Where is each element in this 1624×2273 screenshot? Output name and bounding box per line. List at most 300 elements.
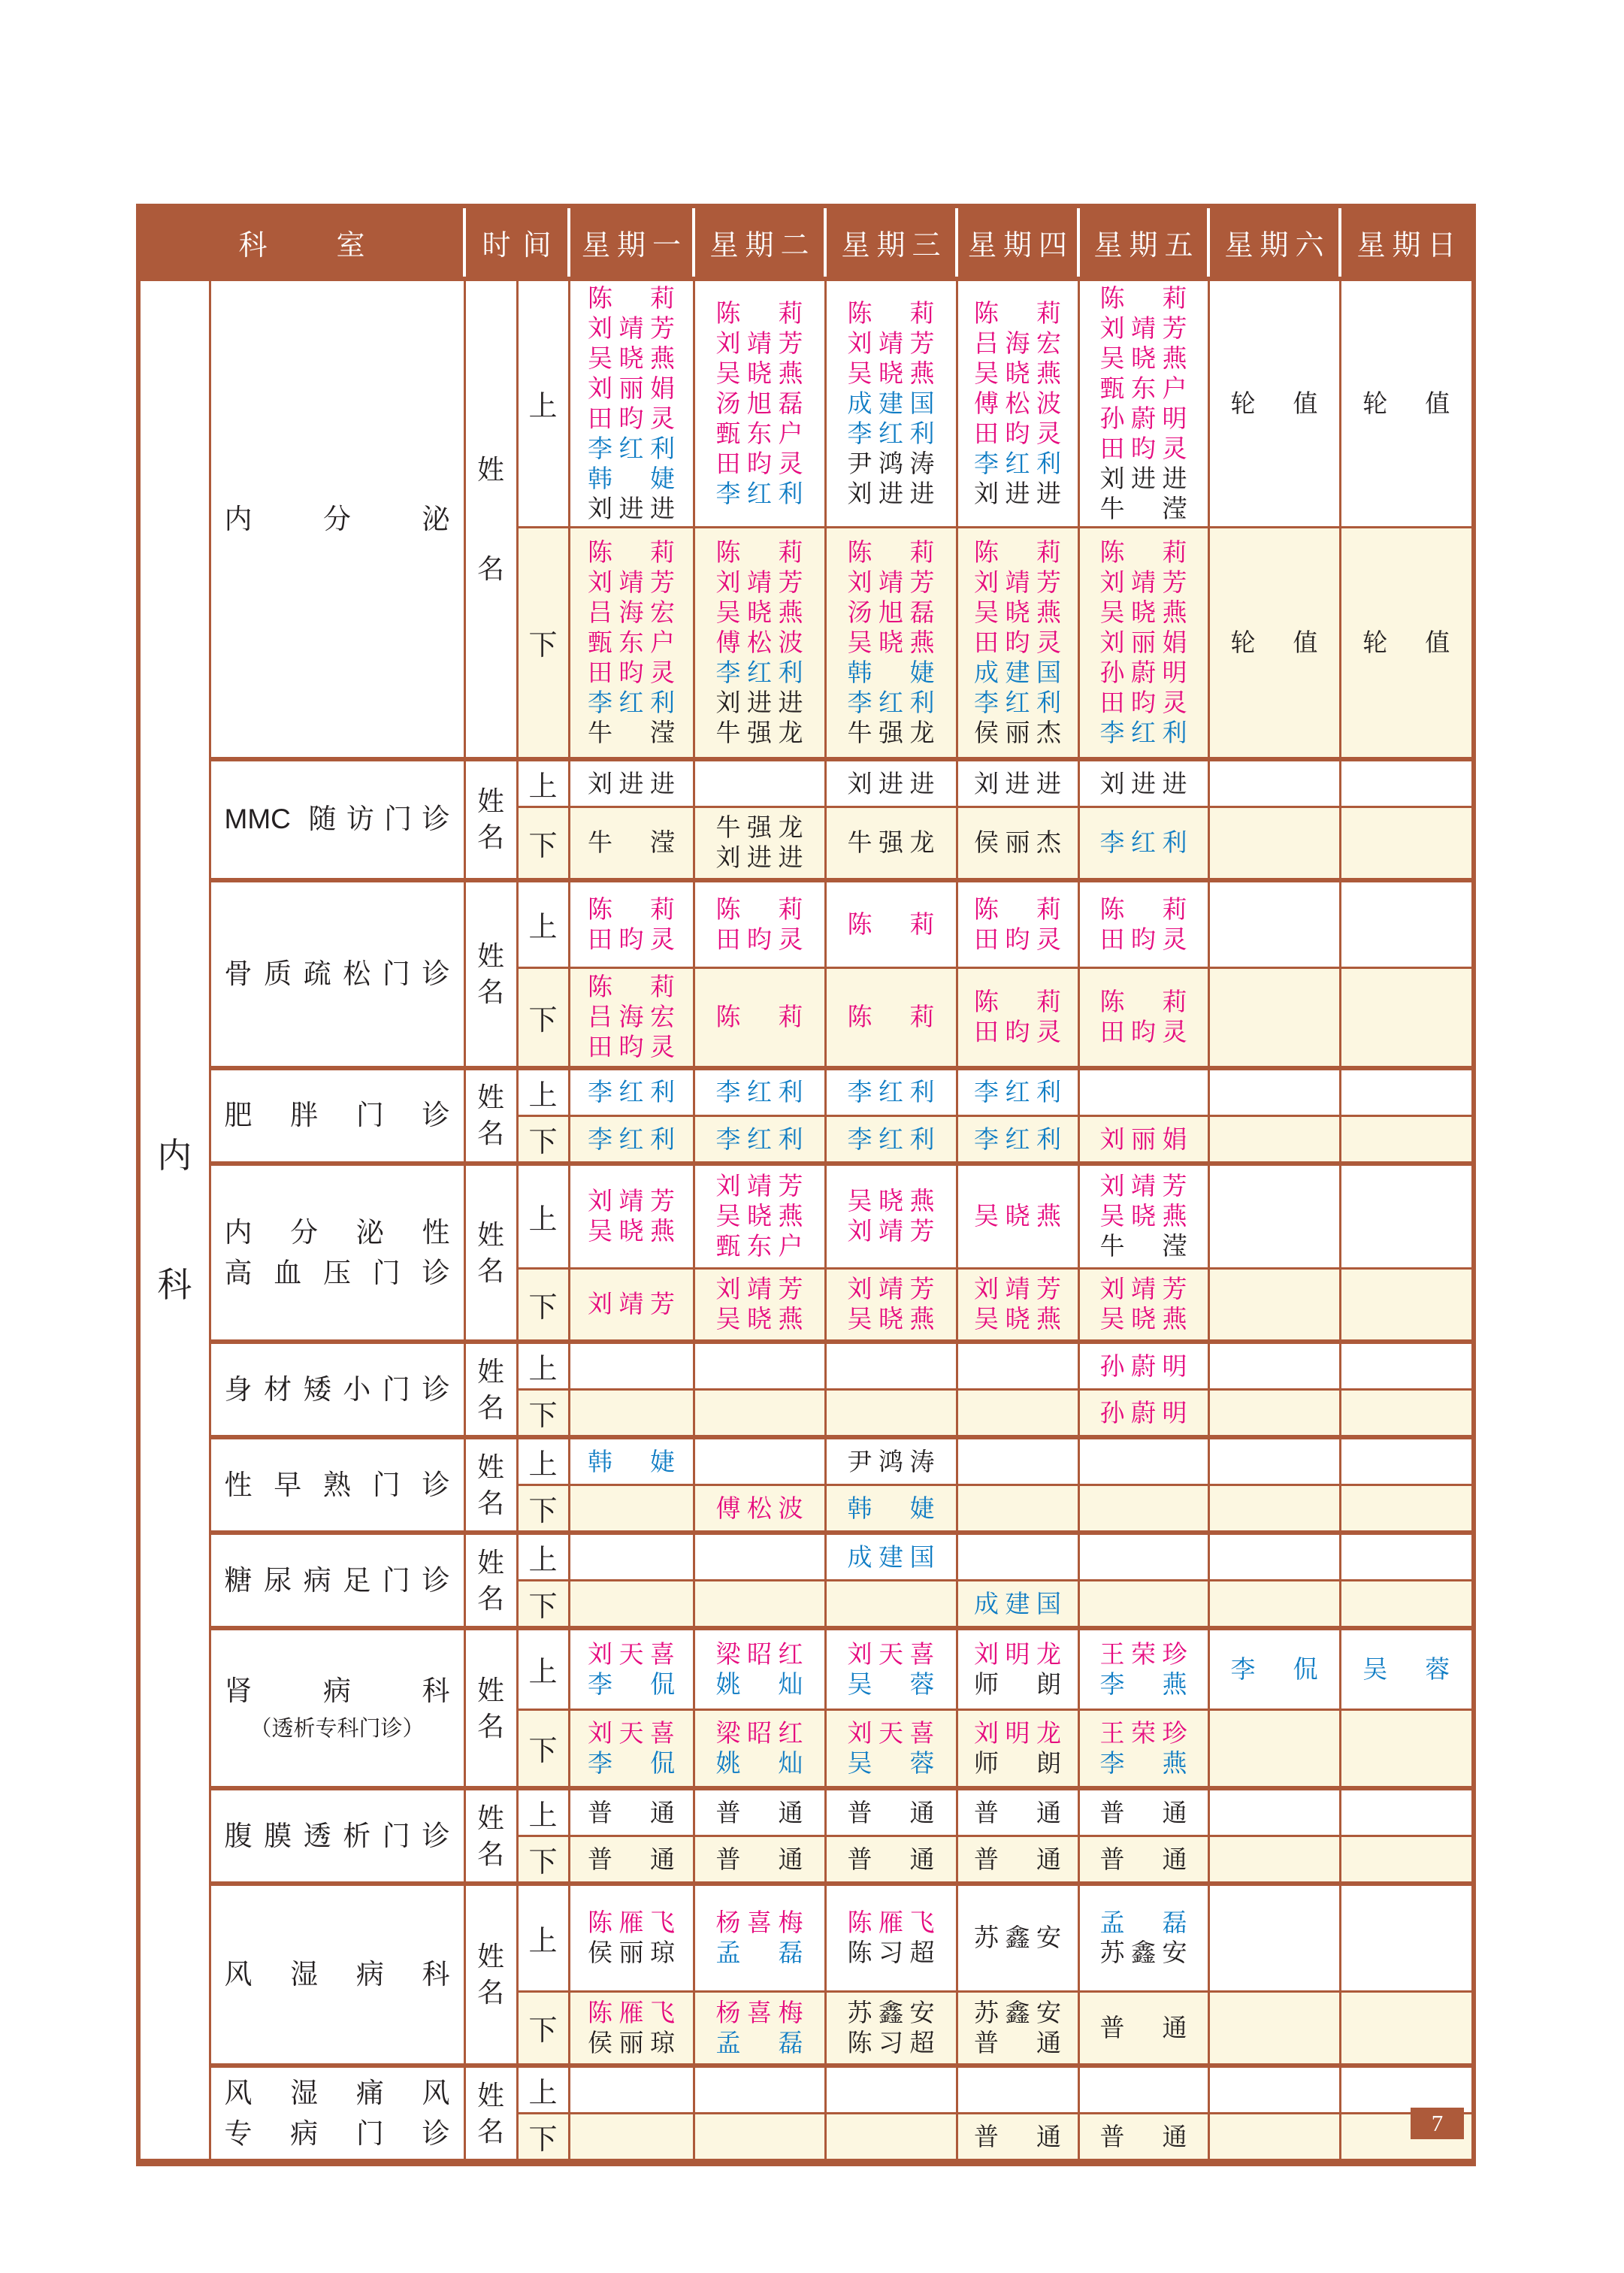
schedule-cell-day-2 <box>694 880 825 968</box>
name-label-text: 姓名 <box>477 1546 505 1614</box>
schedule-cell-day-4 <box>957 880 1078 968</box>
schedule-cell-day-7 <box>1340 2066 1474 2114</box>
doctor-name: 普通 <box>847 1798 935 1827</box>
doctor-name: 刘进进 <box>715 843 803 872</box>
department-name-cell <box>210 279 464 759</box>
doctor-name: 刘明龙 <box>974 1718 1062 1747</box>
doctor-name: 普通 <box>1099 1845 1187 1873</box>
schedule-cell-day-7 <box>1340 527 1474 759</box>
schedule-cell-day-7 <box>1340 1268 1474 1342</box>
name-label-text: 姓名 <box>477 2079 505 2147</box>
schedule-cell-day-2 <box>694 1836 825 1884</box>
doctor-name: 刘进进 <box>974 479 1062 507</box>
schedule-cell-day-2 <box>694 1437 825 1485</box>
department-name: 糖尿病足门诊 <box>224 1564 450 1596</box>
doctor-name: 刘天喜 <box>588 1718 676 1747</box>
schedule-cell-day-3 <box>825 1836 957 1884</box>
doctor-name: 刘进进 <box>1099 464 1187 492</box>
schedule-cell-day-7 <box>1340 1164 1474 1268</box>
name-label-text: 姓名 <box>477 1941 505 2008</box>
doctor-name: 普通 <box>974 1845 1062 1873</box>
schedule-cell-day-3 <box>825 1068 957 1116</box>
schedule-cell-day-3 <box>825 759 957 807</box>
time-of-day-pm: 下 <box>517 807 569 880</box>
doctor-name: 苏鑫安 <box>847 1998 935 2026</box>
doctor-name: 孙蔚明 <box>1099 1351 1187 1380</box>
doctor-name: 吴晓燕 <box>847 359 935 387</box>
doctor-name: 吕海宏 <box>588 598 676 626</box>
doctor-name: 成建国 <box>974 1589 1062 1618</box>
schedule-cell-day-2 <box>694 1342 825 1390</box>
doctor-name: 李侃 <box>588 1669 676 1698</box>
doctor-name: 田昀灵 <box>974 419 1062 447</box>
schedule-cell-day-1 <box>569 1628 694 1709</box>
doctor-name: 田昀灵 <box>715 449 803 477</box>
doctor-name: 陈莉 <box>974 537 1062 566</box>
name-column-label <box>464 1164 517 1342</box>
schedule-cell-day-6 <box>1208 1116 1340 1164</box>
time-of-day-am: 上 <box>517 1628 569 1709</box>
doctor-name: 李侃 <box>588 1748 676 1777</box>
doctor-name: 成建国 <box>974 658 1062 686</box>
schedule-cell-day-4 <box>957 1991 1078 2066</box>
doctor-name: 轮值 <box>1230 389 1318 417</box>
department-name-cell <box>210 880 464 1068</box>
doctor-name: 李红利 <box>974 1124 1062 1153</box>
doctor-name: 吴晓燕 <box>974 1305 1062 1333</box>
name-label-text: 姓名 <box>477 1218 505 1286</box>
doctor-name: 王荣珍 <box>1099 1718 1187 1747</box>
page-number: 7 <box>1431 2110 1444 2136</box>
schedule-cell-day-6 <box>1208 1836 1340 1884</box>
schedule-cell-day-5 <box>1078 1342 1208 1390</box>
schedule-cell-day-4 <box>957 1788 1078 1836</box>
doctor-name: 普通 <box>715 1798 803 1827</box>
department-name-cell <box>210 759 464 880</box>
doctor-name: 刘丽娟 <box>1099 1124 1187 1153</box>
schedule-cell-day-7 <box>1340 880 1474 968</box>
section-am-row <box>138 279 1474 527</box>
schedule-cell-day-7 <box>1340 759 1474 807</box>
doctor-name: 田昀灵 <box>588 925 676 953</box>
schedule-cell-day-5 <box>1078 1709 1208 1788</box>
time-of-day-am: 上 <box>517 1533 569 1581</box>
schedule-cell-day-2 <box>694 1709 825 1788</box>
schedule-cell-day-6 <box>1208 2066 1340 2114</box>
department-name: 身材矮小门诊 <box>224 1373 450 1405</box>
doctor-name: 吴晓燕 <box>974 598 1062 626</box>
doctor-name: 刘靖芳 <box>974 1275 1062 1303</box>
doctor-name: 刘进进 <box>588 769 676 798</box>
doctor-name: 刘靖芳 <box>847 328 935 357</box>
schedule-cell-day-3 <box>825 1628 957 1709</box>
doctor-name: 轮值 <box>1230 628 1318 656</box>
doctor-name: 刘靖芳 <box>588 1187 676 1215</box>
schedule-cell-day-4 <box>957 1437 1078 1485</box>
time-of-day-pm: 下 <box>517 968 569 1068</box>
doctor-name: 刘进进 <box>588 494 676 522</box>
schedule-cell-day-6 <box>1208 1437 1340 1485</box>
time-of-day-pm: 下 <box>517 2114 569 2163</box>
doctor-name: 牛滢 <box>1099 1232 1187 1261</box>
schedule-cell-day-4 <box>957 1485 1078 1533</box>
schedule-cell-day-1 <box>569 1788 694 1836</box>
doctor-name: 李红利 <box>715 658 803 686</box>
schedule-cell-day-7 <box>1340 279 1474 527</box>
time-of-day-am: 上 <box>517 279 569 527</box>
schedule-cell-day-7 <box>1340 968 1474 1068</box>
section-am-row <box>138 1437 1474 1485</box>
doctor-name: 王荣珍 <box>1099 1639 1187 1668</box>
doctor-name: 普通 <box>588 1845 676 1873</box>
name-column-label <box>464 759 517 880</box>
schedule-cell-day-7 <box>1340 1116 1474 1164</box>
doctor-name: 田昀灵 <box>974 628 1062 656</box>
doctor-name: 侯丽琼 <box>588 1939 676 1967</box>
doctor-name: 吴晓燕 <box>1099 598 1187 626</box>
time-of-day-pm: 下 <box>517 1268 569 1342</box>
schedule-cell-day-3 <box>825 807 957 880</box>
doctor-name: 陈莉 <box>1099 283 1187 312</box>
doctor-name: 傅松波 <box>715 628 803 656</box>
doctor-name: 吴晓燕 <box>847 1305 935 1333</box>
category-label-text: 内科 <box>157 1136 192 1304</box>
schedule-cell-day-4 <box>957 1068 1078 1116</box>
doctor-name: 侯丽杰 <box>974 718 1062 746</box>
schedule-cell-day-4 <box>957 807 1078 880</box>
doctor-name: 甄东户 <box>1099 374 1187 402</box>
doctor-name: 牛滢 <box>1099 494 1187 522</box>
schedule-cell-day-6 <box>1208 880 1340 968</box>
schedule-cell-day-5 <box>1078 759 1208 807</box>
doctor-name: 陈莉 <box>974 988 1062 1016</box>
schedule-cell-day-2 <box>694 279 825 527</box>
doctor-name: 吴晓燕 <box>847 1187 935 1215</box>
department-name: 专病门诊 <box>224 2117 450 2149</box>
department-name-cell <box>210 1533 464 1628</box>
schedule-cell-day-4 <box>957 1628 1078 1709</box>
header-time: 时间 <box>464 206 569 279</box>
schedule-cell-day-2 <box>694 1788 825 1836</box>
schedule-cell-day-1 <box>569 2066 694 2114</box>
doctor-name: 师朗 <box>974 1669 1062 1698</box>
doctor-name: 孟磊 <box>1099 1908 1187 1937</box>
schedule-cell-day-2 <box>694 1116 825 1164</box>
schedule-cell-day-2 <box>694 1068 825 1116</box>
doctor-name: 刘天喜 <box>588 1639 676 1668</box>
schedule-cell-day-3 <box>825 1268 957 1342</box>
schedule-cell-day-1 <box>569 968 694 1068</box>
name-label-text: 姓名 <box>477 1674 505 1742</box>
schedule-cell-day-1 <box>569 1068 694 1116</box>
schedule-cell-day-5 <box>1078 1581 1208 1629</box>
doctor-name: 田昀灵 <box>974 1018 1062 1046</box>
doctor-name: 刘靖芳 <box>847 1217 935 1245</box>
doctor-name: 刘靖芳 <box>1099 313 1187 342</box>
doctor-name: 吴晓燕 <box>715 598 803 626</box>
schedule-cell-day-5 <box>1078 1991 1208 2066</box>
department-name: MMC 随访门诊 <box>224 804 450 835</box>
time-of-day-pm: 下 <box>517 1116 569 1164</box>
doctor-name: 李燕 <box>1099 1748 1187 1777</box>
schedule-cell-day-5 <box>1078 279 1208 527</box>
name-column-label <box>464 1068 517 1164</box>
schedule-cell-day-5 <box>1078 1116 1208 1164</box>
doctor-name: 普通 <box>588 1798 676 1827</box>
doctor-name: 普通 <box>1099 2013 1187 2041</box>
doctor-name: 韩婕 <box>847 1494 935 1522</box>
doctor-name: 刘靖芳 <box>847 567 935 596</box>
schedule-cell-day-1 <box>569 880 694 968</box>
schedule-cell-day-1 <box>569 1268 694 1342</box>
time-of-day-pm: 下 <box>517 1485 569 1533</box>
schedule-cell-day-4 <box>957 1709 1078 1788</box>
schedule-cell-day-2 <box>694 968 825 1068</box>
name-column-label <box>464 1342 517 1437</box>
department-name: 风湿痛风 <box>224 2077 450 2108</box>
schedule-cell-day-6 <box>1208 1390 1340 1438</box>
schedule-cell-day-1 <box>569 1390 694 1438</box>
doctor-name: 陈莉 <box>1099 537 1187 566</box>
doctor-name: 吴蓉 <box>847 1748 935 1777</box>
doctor-name: 刘靖芳 <box>1099 1172 1187 1200</box>
schedule-cell-day-4 <box>957 1390 1078 1438</box>
doctor-name: 陈莉 <box>974 298 1062 327</box>
doctor-name: 普通 <box>974 2122 1062 2150</box>
section-am-row <box>138 1788 1474 1836</box>
doctor-name: 李红利 <box>715 1078 803 1106</box>
category-label-internal-medicine <box>138 279 210 2163</box>
department-name: 内分泌 <box>224 503 450 534</box>
schedule-cell-day-4 <box>957 968 1078 1068</box>
doctor-name: 刘靖芳 <box>588 313 676 342</box>
name-label-text: 姓名 <box>477 785 505 853</box>
department-name: （透析专科门诊） <box>249 1716 425 1741</box>
doctor-name: 汤旭磊 <box>847 598 935 626</box>
schedule-cell-day-5 <box>1078 807 1208 880</box>
doctor-name: 刘进进 <box>847 769 935 798</box>
department-name-cell <box>210 1628 464 1788</box>
time-of-day-am: 上 <box>517 1437 569 1485</box>
schedule-cell-day-4 <box>957 1268 1078 1342</box>
schedule-cell-day-5 <box>1078 880 1208 968</box>
time-of-day-am: 上 <box>517 1884 569 1991</box>
header-department: 科室 <box>138 206 464 279</box>
doctor-name: 师朗 <box>974 1748 1062 1777</box>
doctor-name: 陈莉 <box>974 894 1062 923</box>
header-saturday: 星期六 <box>1208 206 1340 279</box>
schedule-cell-day-5 <box>1078 527 1208 759</box>
schedule-cell-day-2 <box>694 1164 825 1268</box>
doctor-name: 吴蓉 <box>1362 1654 1450 1683</box>
schedule-cell-day-6 <box>1208 1884 1340 1991</box>
section-am-row <box>138 1068 1474 1116</box>
doctor-name: 吴晓燕 <box>588 344 676 372</box>
schedule-cell-day-4 <box>957 527 1078 759</box>
name-label-text: 姓名 <box>477 1802 505 1869</box>
department-name-cell <box>210 2066 464 2163</box>
doctor-name: 吴晓燕 <box>715 359 803 387</box>
doctor-name: 吴蓉 <box>847 1669 935 1698</box>
schedule-cell-day-2 <box>694 1390 825 1438</box>
department-name-cell <box>210 1342 464 1437</box>
schedule-cell-day-3 <box>825 279 957 527</box>
doctor-name: 刘靖芳 <box>715 567 803 596</box>
doctor-name: 普通 <box>1099 2122 1187 2150</box>
header-thursday: 星期四 <box>957 206 1078 279</box>
doctor-name: 李红利 <box>974 688 1062 716</box>
section-am-row <box>138 759 1474 807</box>
schedule-cell-day-6 <box>1208 1068 1340 1116</box>
schedule-cell-day-3 <box>825 1709 957 1788</box>
doctor-name: 吴晓燕 <box>715 1202 803 1230</box>
doctor-name: 李红利 <box>1099 718 1187 746</box>
schedule-cell-day-2 <box>694 807 825 880</box>
header-monday: 星期一 <box>569 206 694 279</box>
schedule-cell-day-1 <box>569 807 694 880</box>
schedule-cell-day-6 <box>1208 1788 1340 1836</box>
schedule-cell-day-5 <box>1078 968 1208 1068</box>
department-name: 高血压门诊 <box>224 1257 450 1288</box>
page-number-badge <box>1411 2108 1464 2139</box>
doctor-name: 吕海宏 <box>974 328 1062 357</box>
schedule-cell-day-6 <box>1208 807 1340 880</box>
name-column-label <box>464 1628 517 1788</box>
doctor-name: 孙蔚明 <box>1099 658 1187 686</box>
department-name-cell <box>210 1164 464 1342</box>
doctor-name: 陈莉 <box>588 283 676 312</box>
schedule-cell-day-6 <box>1208 1268 1340 1342</box>
doctor-name: 陈习超 <box>847 1939 935 1967</box>
schedule-cell-day-3 <box>825 1164 957 1268</box>
time-of-day-pm: 下 <box>517 1709 569 1788</box>
schedule-cell-day-1 <box>569 1709 694 1788</box>
doctor-name: 牛滢 <box>588 718 676 746</box>
doctor-name: 刘靖芳 <box>847 1275 935 1303</box>
doctor-name: 吴晓燕 <box>1099 344 1187 372</box>
schedule-cell-day-3 <box>825 1342 957 1390</box>
doctor-name: 苏鑫安 <box>974 1998 1062 2026</box>
doctor-name: 成建国 <box>847 389 935 417</box>
header-row <box>138 206 1474 279</box>
doctor-name: 刘靖芳 <box>715 1172 803 1200</box>
schedule-cell-day-4 <box>957 1836 1078 1884</box>
doctor-name: 甄东户 <box>715 419 803 447</box>
doctor-name: 牛强龙 <box>715 813 803 842</box>
doctor-name: 牛强龙 <box>847 718 935 746</box>
doctor-name: 李燕 <box>1099 1669 1187 1698</box>
schedule-cell-day-6 <box>1208 279 1340 527</box>
doctor-name: 刘明龙 <box>974 1639 1062 1668</box>
time-of-day-pm: 下 <box>517 1991 569 2066</box>
schedule-cell-day-1 <box>569 527 694 759</box>
schedule-cell-day-7 <box>1340 807 1474 880</box>
time-of-day-am: 上 <box>517 1164 569 1268</box>
name-column-label <box>464 2066 517 2163</box>
doctor-name: 田昀灵 <box>1099 434 1187 462</box>
schedule-cell-day-6 <box>1208 1991 1340 2066</box>
schedule-cell-day-3 <box>825 1116 957 1164</box>
schedule-cell-day-5 <box>1078 1164 1208 1268</box>
schedule-cell-day-4 <box>957 1533 1078 1581</box>
doctor-name: 苏鑫安 <box>1099 1939 1187 1967</box>
doctor-name: 陈莉 <box>715 1003 803 1031</box>
doctor-name: 田昀灵 <box>588 404 676 432</box>
schedule-cell-day-6 <box>1208 759 1340 807</box>
doctor-name: 李红利 <box>847 1078 935 1106</box>
doctor-name: 吴晓燕 <box>1099 1202 1187 1230</box>
schedule-cell-day-7 <box>1340 1533 1474 1581</box>
section-am-row <box>138 1164 1474 1268</box>
time-of-day-am: 上 <box>517 1788 569 1836</box>
doctor-name: 李红利 <box>974 1078 1062 1106</box>
time-of-day-am: 上 <box>517 880 569 968</box>
schedule-cell-day-6 <box>1208 1164 1340 1268</box>
schedule-cell-day-7 <box>1340 1709 1474 1788</box>
doctor-name: 轮值 <box>1362 628 1450 656</box>
doctor-name: 刘天喜 <box>847 1718 935 1747</box>
schedule-cell-day-6 <box>1208 527 1340 759</box>
department-name-cell <box>210 1884 464 2066</box>
schedule-cell-day-6 <box>1208 968 1340 1068</box>
time-of-day-am: 上 <box>517 2066 569 2114</box>
schedule-cell-day-6 <box>1208 1581 1340 1629</box>
schedule-cell-day-3 <box>825 2066 957 2114</box>
schedule-cell-day-3 <box>825 1884 957 1991</box>
schedule-cell-day-3 <box>825 1581 957 1629</box>
time-of-day-pm: 下 <box>517 1390 569 1438</box>
doctor-name: 刘进进 <box>847 479 935 507</box>
doctor-name: 刘靖芳 <box>588 1290 676 1318</box>
schedule-cell-day-7 <box>1340 1581 1474 1629</box>
schedule-cell-day-2 <box>694 1581 825 1629</box>
schedule-cell-day-3 <box>825 1390 957 1438</box>
schedule-cell-day-1 <box>569 1116 694 1164</box>
doctor-name: 傅松波 <box>974 389 1062 417</box>
schedule-cell-day-3 <box>825 1485 957 1533</box>
section-am-row <box>138 880 1474 968</box>
schedule-cell-day-4 <box>957 1581 1078 1629</box>
doctor-name: 吴晓燕 <box>1099 1305 1187 1333</box>
name-label-text: 姓名 <box>477 1355 505 1423</box>
time-of-day-am: 上 <box>517 1342 569 1390</box>
doctor-name: 田昀灵 <box>1099 1018 1187 1046</box>
doctor-name: 杨喜梅 <box>715 1998 803 2026</box>
doctor-name: 李红利 <box>588 688 676 716</box>
doctor-name: 成建国 <box>847 1542 935 1571</box>
schedule-cell-day-2 <box>694 1485 825 1533</box>
section-am-row <box>138 1628 1474 1709</box>
doctor-name: 陈莉 <box>847 537 935 566</box>
schedule-cell-day-2 <box>694 759 825 807</box>
schedule-cell-day-7 <box>1340 1390 1474 1438</box>
doctor-name: 牛强龙 <box>847 828 935 857</box>
name-label-text: 姓名 <box>477 940 505 1007</box>
doctor-name: 汤旭磊 <box>715 389 803 417</box>
schedule-cell-day-1 <box>569 1342 694 1390</box>
department-name-cell <box>210 1437 464 1533</box>
doctor-name: 田昀灵 <box>1099 688 1187 716</box>
time-of-day-pm: 下 <box>517 527 569 759</box>
schedule-cell-day-2 <box>694 1533 825 1581</box>
doctor-name: 李红利 <box>588 434 676 462</box>
schedule-cell-day-7 <box>1340 1991 1474 2066</box>
schedule-cell-day-6 <box>1208 1533 1340 1581</box>
schedule-cell-day-2 <box>694 1628 825 1709</box>
schedule-cell-day-7 <box>1340 1485 1474 1533</box>
section-am-row <box>138 1342 1474 1390</box>
doctor-name: 刘进进 <box>715 688 803 716</box>
